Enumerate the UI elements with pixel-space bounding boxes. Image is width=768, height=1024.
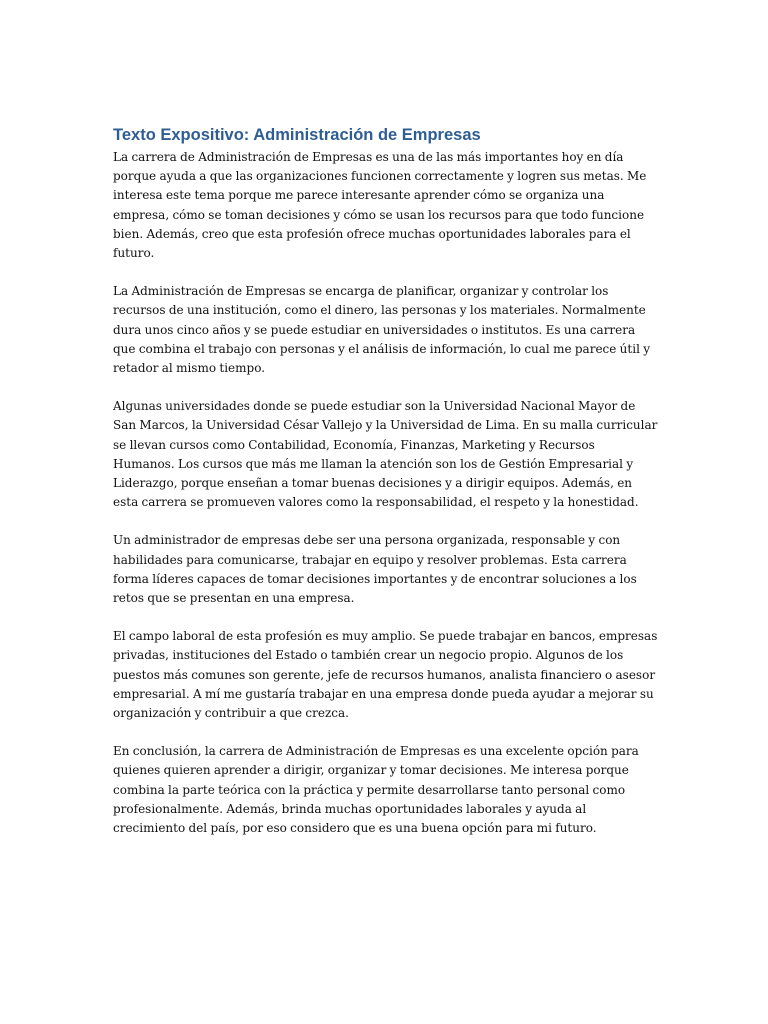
paragraph-career-field: El campo laboral de esta profesión es muy amplio. Se puede trabajar en bancos, empresas privadas, instituciones del Estado o también crear un negocio propio. Algunos de los puestos más comunes son gerente, jefe de recursos humanos, analista financiero o asesor empresarial. A mí me gustaría trabajar en una empresa donde pueda ayudar a mejorar su organización y contribuir a que crezca. <box>113 629 658 721</box>
paragraph-profile: Un administrador de empresas debe ser una persona organizada, responsable y con habilidades para comunicarse, trabajar en equipo y resolver problemas. Esta carrera forma líderes capaces de tomar decisiones importantes y de encontrar soluciones a los retos que se presentan en una empresa. <box>113 533 637 606</box>
paragraph-introduction: La carrera de Administración de Empresas es una de las más importantes hoy en día porque ayuda a que las organizaciones funcionen correctamente y logren sus metas. Me interesa este tema porque me parece interesante aprender cómo se organiza una empresa, cómo se toman decisiones y cómo se usan los recursos para que todo funcione bien. Además, creo que esta profesión ofrece muchas oportunidades laborales para el futuro. <box>113 150 647 261</box>
paragraph-universities: Algunas universidades donde se puede estudiar son la Universidad Nacional Mayor de San Marcos, la Universidad César Vallejo y la Universidad de Lima. En su malla curricular se llevan cursos como Contabilidad, Economía, Finanzas, Marketing y Recursos Humanos. Los cursos que más me llaman la atención son los de Gestión Empresarial y Liderazgo, porque enseñan a tomar buenas decisiones y a dirigir equipos. Además, en esta carrera se promueven valores como la responsabilidad, el respeto y la honestidad. <box>113 399 658 510</box>
document-title: Texto Expositivo: Administración de Empresas <box>113 126 481 144</box>
paragraph-conclusion: En conclusión, la carrera de Administración de Empresas es una excelente opción para quienes quieren aprender a dirigir, organizar y tomar decisiones. Me interesa porque combina la parte teórica con la práctica y permite desarrollarse tanto personal como profesionalmente. Además, brinda muchas oportunidades laborales y ayuda al crecimiento del país, por eso considero que es una buena opción para mi futuro. <box>113 744 639 836</box>
document-body <box>113 124 658 857</box>
paragraph-definition: La Administración de Empresas se encarga de planificar, organizar y controlar los recursos de una institución, como el dinero, las personas y los materiales. Normalmente dura unos cinco años y se puede estudiar en universidades o institutos. Es una carrera que combina el trabajo con personas y el análisis de información, lo cual me parece útil y retador al mismo tiempo. <box>113 284 651 376</box>
